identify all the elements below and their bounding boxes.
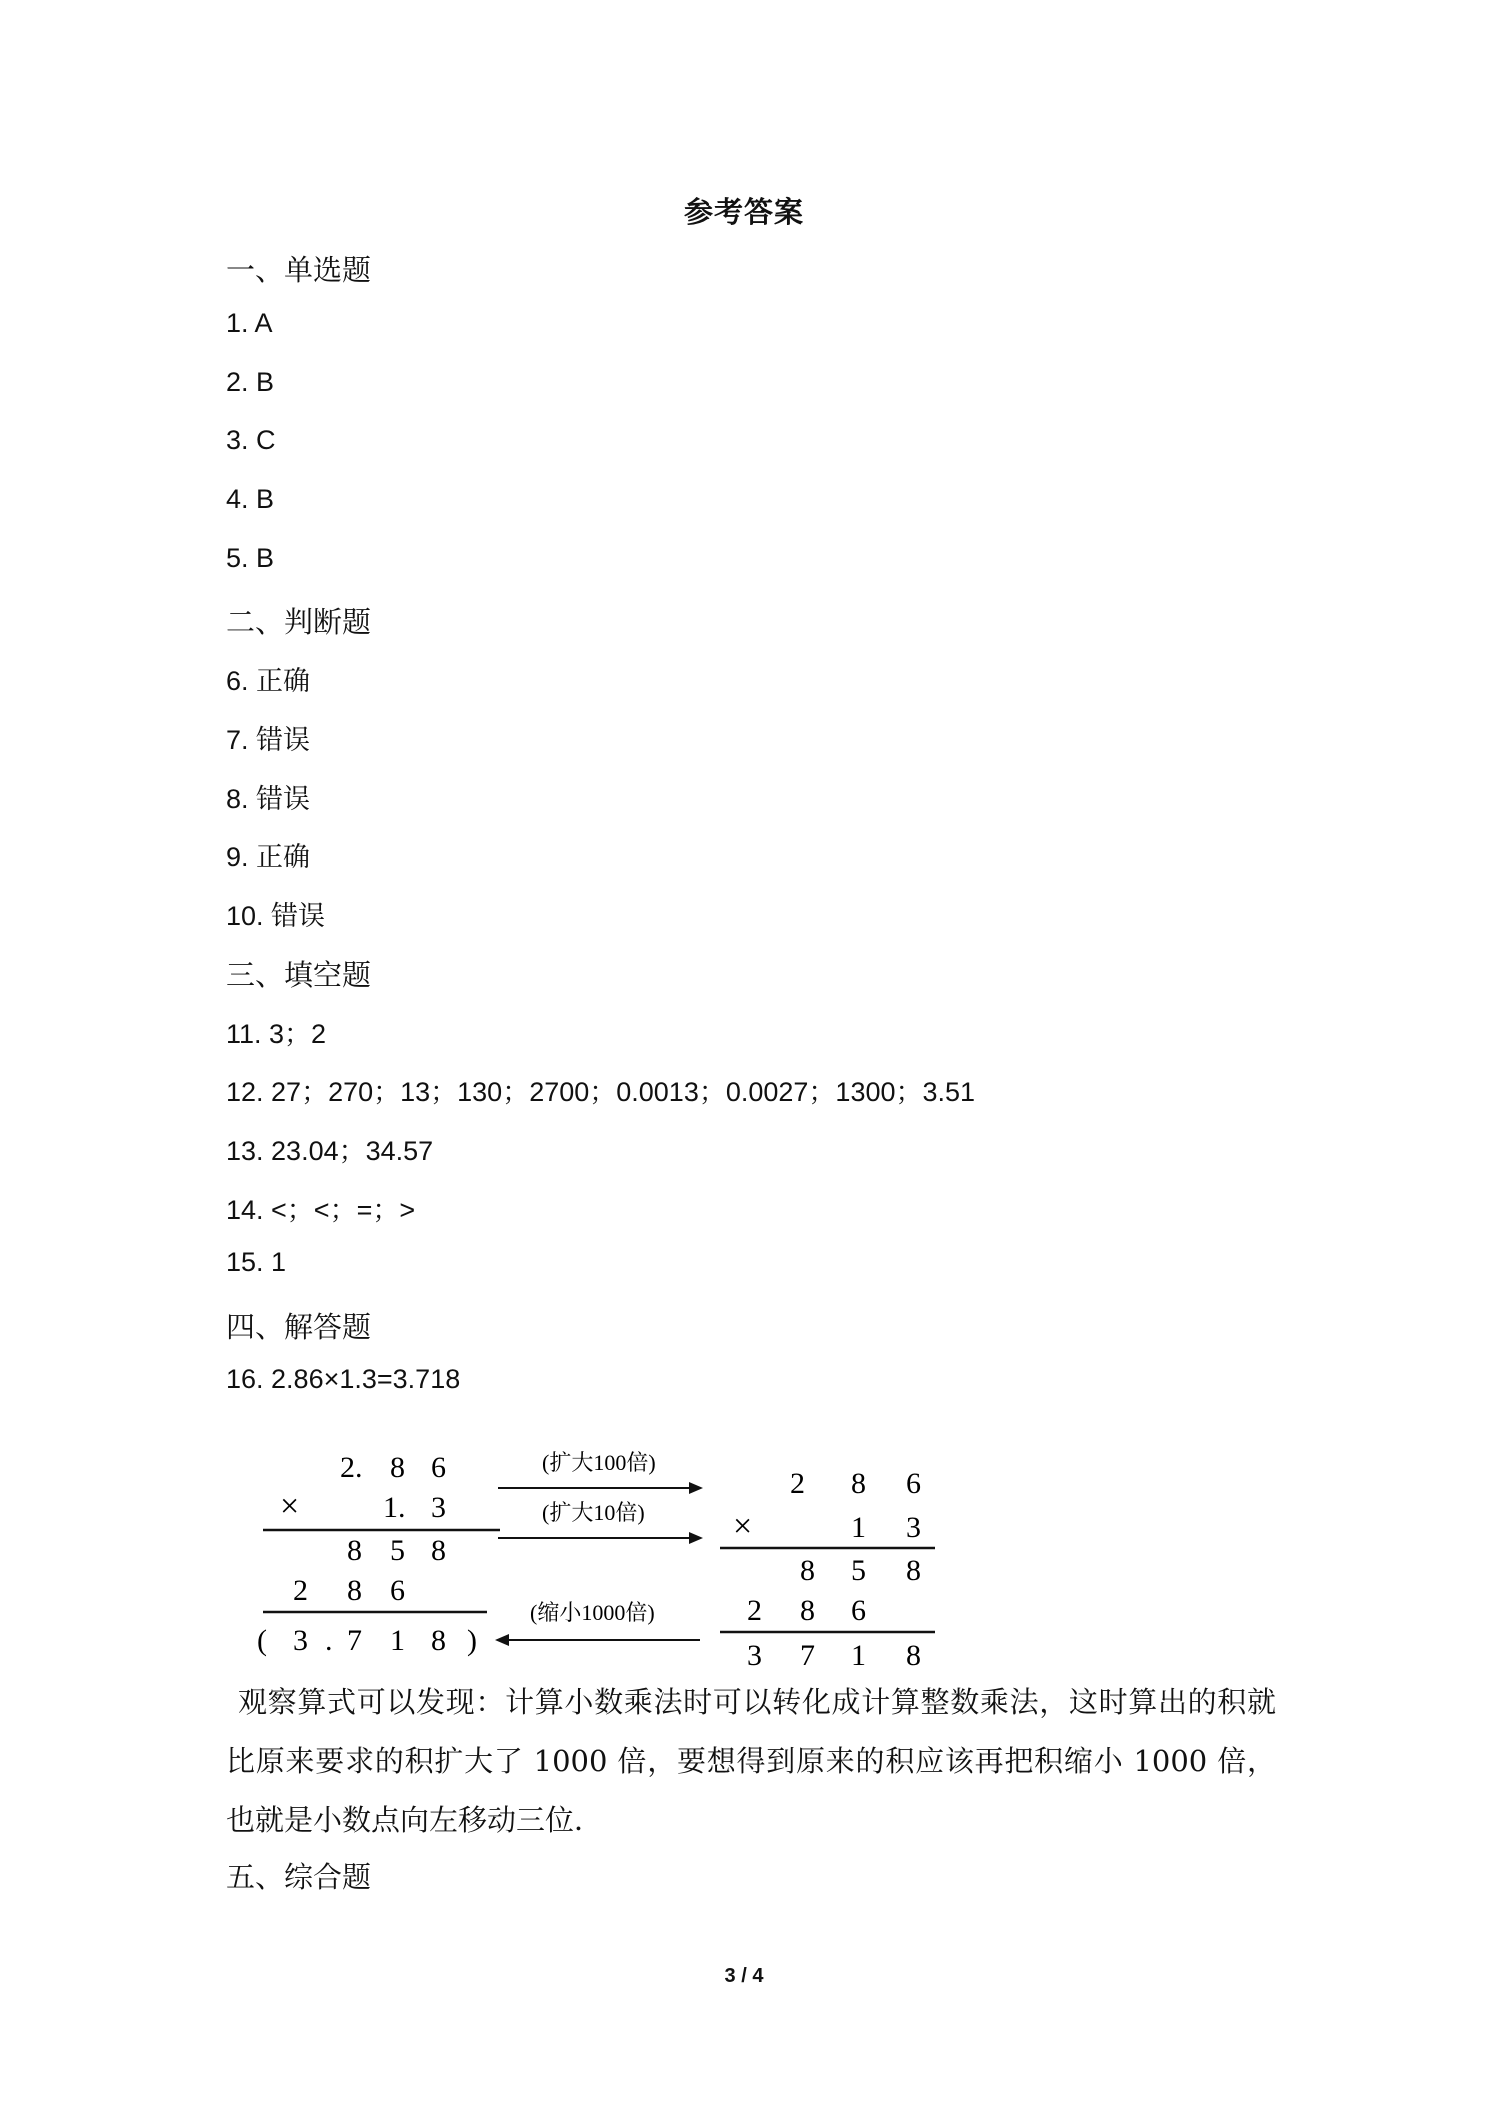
left-result-char: . — [325, 1624, 333, 1657]
answer-12: 12. 27；270；13；130；2700；0.0013；0.0027；1300；3.51 — [226, 1077, 976, 1107]
arrow-right-2-head — [689, 1532, 703, 1544]
answer-1: 1. A — [226, 308, 273, 338]
left-row2-digit: 3 — [431, 1491, 446, 1524]
answer-7: 7. 错误 — [226, 725, 311, 755]
right-row4-digit: 6 — [851, 1594, 866, 1627]
multiplication-diagram — [255, 1440, 955, 1670]
left-result-char: ( — [257, 1624, 267, 1657]
section-heading-solve: 四、解答题 — [226, 1310, 372, 1344]
answer-10: 10. 错误 — [226, 901, 326, 931]
right-times-sign: × — [733, 1508, 753, 1545]
left-result-char: 3 — [293, 1624, 308, 1657]
left-result-char: 7 — [347, 1624, 362, 1657]
right-row3-digit: 5 — [851, 1554, 866, 1587]
answer-16: 16. 2.86×1.3=3.718 — [226, 1364, 461, 1394]
page-number: 3 / 4 — [724, 1965, 764, 1987]
right-row1-digit: 8 — [851, 1467, 866, 1500]
left-row2-digit: 1. — [383, 1491, 406, 1524]
left-row4-digit: 6 — [390, 1574, 405, 1607]
answer-8: 8. 错误 — [226, 784, 311, 814]
right-row4-digit: 2 — [747, 1594, 762, 1627]
answer-6: 6. 正确 — [226, 666, 311, 696]
right-row2-digit: 3 — [906, 1511, 921, 1544]
left-row3-digit: 8 — [347, 1534, 362, 1567]
answer-11: 11. 3；2 — [226, 1019, 327, 1049]
arrow-right-1-head — [689, 1482, 703, 1494]
section-heading-judgement: 二、判断题 — [226, 605, 372, 639]
left-row1-digit: 2. — [340, 1451, 363, 1484]
right-row2-digit: 1 — [851, 1511, 866, 1544]
left-row1-digit: 6 — [431, 1451, 446, 1484]
observation-paragraph: 观察算式可以发现：计算小数乘法时可以转化成计算整数乘法，这时算出的积就比原来要求的积扩大了 1000 倍，要想得到原来的积应该再把积缩小 1000 倍，也就是小数点向左移动三位． — [226, 1685, 1276, 1837]
right-row3-digit: 8 — [800, 1554, 815, 1587]
left-times-sign: × — [280, 1488, 300, 1525]
answer-2: 2. B — [226, 367, 275, 397]
right-row4-digit: 8 — [800, 1594, 815, 1627]
answer-9: 9. 正确 — [226, 842, 311, 872]
left-result-char: ) — [467, 1624, 477, 1657]
multiplication-diagram-svg — [255, 1440, 955, 1670]
answer-5: 5. B — [226, 543, 275, 573]
right-row1-digit: 2 — [790, 1467, 805, 1500]
answer-13: 13. 23.04；34.57 — [226, 1136, 434, 1166]
left-row3-digit: 5 — [390, 1534, 405, 1567]
right-result-digit: 1 — [851, 1639, 866, 1670]
left-row1-digit: 8 — [390, 1451, 405, 1484]
shrink-1000-label: (缩小1000倍) — [530, 1600, 655, 1625]
right-result-digit: 8 — [906, 1639, 921, 1670]
arrow-left-head — [495, 1634, 509, 1646]
right-result-digit: 3 — [747, 1639, 762, 1670]
answer-3: 3. C — [226, 425, 276, 455]
right-row3-digit: 8 — [906, 1554, 921, 1587]
section-heading-comprehensive: 五、综合题 — [226, 1860, 372, 1894]
answer-4: 4. B — [226, 484, 275, 514]
left-row4-digit: 2 — [293, 1574, 308, 1607]
right-result-digit: 7 — [800, 1639, 815, 1670]
left-result-char: 8 — [431, 1624, 446, 1657]
answer-15: 15. 1 — [226, 1247, 287, 1277]
answer-14: 14. <；<；=；> — [226, 1195, 416, 1225]
left-row3-digit: 8 — [431, 1534, 446, 1567]
left-row4-digit: 8 — [347, 1574, 362, 1607]
left-result-char: 1 — [390, 1624, 405, 1657]
section-heading-fill-blank: 三、填空题 — [226, 958, 372, 992]
right-row1-digit: 6 — [906, 1467, 921, 1500]
section-heading-single-choice: 一、单选题 — [226, 253, 372, 287]
enlarge-10-label: (扩大10倍) — [542, 1500, 645, 1525]
enlarge-100-label: (扩大100倍) — [542, 1450, 656, 1475]
page-title: 参考答案 — [683, 195, 804, 229]
